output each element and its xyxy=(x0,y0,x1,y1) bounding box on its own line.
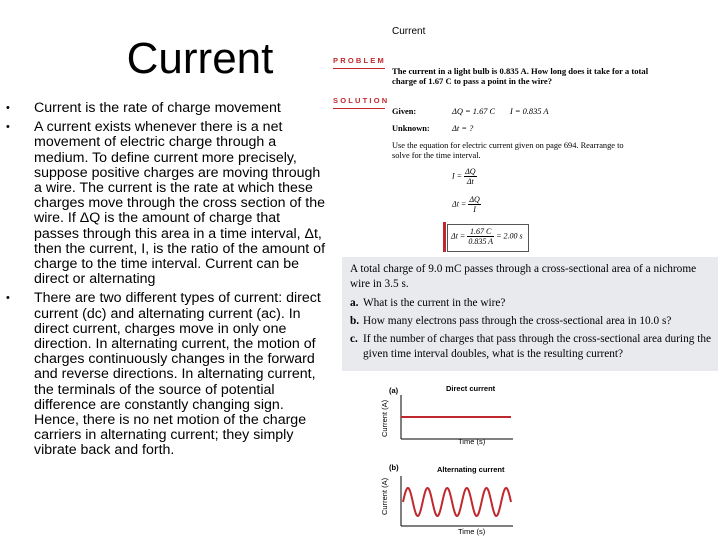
problem-label: PROBLEM xyxy=(333,56,386,65)
given-charge: ΔQ = 1.67 C xyxy=(452,107,496,116)
practice-question: a. What is the current in the wire? xyxy=(350,297,506,309)
bullet-item xyxy=(6,100,328,116)
ac-panel-label: (b) xyxy=(389,463,399,472)
bullet-list xyxy=(6,100,328,463)
given-label: Given: xyxy=(392,107,417,116)
practice-intro: A total charge of 9.0 mC passes through a cross-sectional area of a nichrome wire in 3.5 s. xyxy=(350,263,697,290)
ac-x-label: Time (s) xyxy=(458,527,486,536)
unknown-value: Δt = ? xyxy=(452,124,474,133)
result-accent-bar xyxy=(443,222,446,252)
solution-label: SOLUTION xyxy=(333,96,390,105)
equation-rearranged: Δt = $\frac{\Delta Q}{I}$ xyxy=(452,195,480,214)
problem-label-rule xyxy=(333,68,385,69)
equation-result: Δt = $\frac{1.67 C}{0.835 A}$ = 2.00 s xyxy=(451,227,523,246)
bullet-item xyxy=(6,290,328,459)
problem-text: The current in a light bulb is 0.835 A. How long does it take for a total charge of 1.67 C to pass a point in the wire? xyxy=(392,66,649,86)
ac-current-wave xyxy=(403,488,511,516)
unknown-label: Unknown: xyxy=(392,124,430,133)
practice-question: c. If the number of charges that pass through the cross-sectional area during the given time interval doubles, what is the resulting current? xyxy=(350,333,711,360)
dc-graph xyxy=(395,393,515,445)
dc-graph-title: Direct current xyxy=(446,384,496,393)
bullet-text: Current is the rate of charge movement xyxy=(34,100,281,116)
bullet-dot-icon: • xyxy=(6,102,10,114)
dc-panel-label: (a) xyxy=(389,386,399,395)
ac-graph-title: Alternating current xyxy=(437,465,505,474)
given-current: I = 0.835 A xyxy=(510,107,549,116)
bullet-text: There are two different types of current: direct current (dc) and alternating current (ac). In direct current, charges move in only one direction. In alternating current, the motion of charges continuously changes in the forward and reverse directions. In alternating current, the terminals of the source of potential difference are constantly changing sign. Hence, there is no net motion of the charge carriers in alternating current; they simply vibrate back and forth. xyxy=(34,290,321,459)
ac-graph xyxy=(395,474,515,532)
bullet-item xyxy=(6,119,328,288)
equation-current: I = $\frac{\Delta Q}{\Delta t}$ xyxy=(452,167,476,186)
instruction-text: Use the equation for electric current given on page 694. Rearrange to solve for the time interval. xyxy=(392,141,624,160)
solution-label-rule xyxy=(333,108,385,109)
bullet-dot-icon: • xyxy=(6,121,10,134)
dc-x-label: Time (s) xyxy=(458,437,486,446)
example-title: Current xyxy=(392,26,426,37)
slide-title: Current xyxy=(126,34,274,83)
bullet-dot-icon: • xyxy=(6,292,10,305)
bullet-text: A current exists whenever there is a net movement of electric charge through a medium. To define current more precisely, suppose positive charges are moving through a wire. The current is the rate at which these charges move through the cross section of the wire. If ΔQ is the amount of charge that passes through this area in a time interval, Δt, then the current, I, is the ratio of the amount of charge to the time interval. Current can be direct or alternating xyxy=(34,119,326,288)
practice-question: b. How many electrons pass through the cross-sectional area in 10.0 s? xyxy=(350,315,672,327)
